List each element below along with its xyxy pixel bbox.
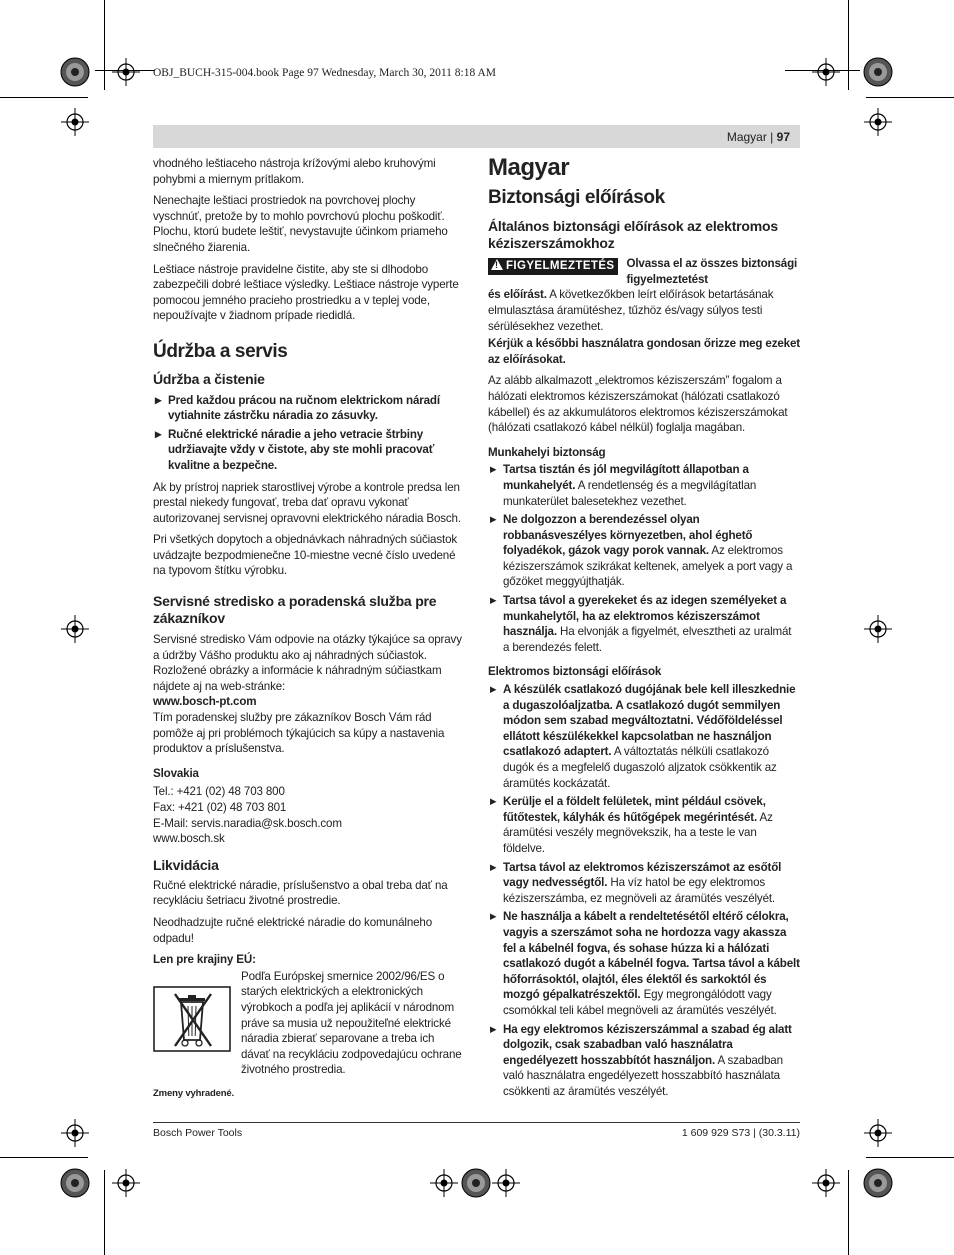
- changes-note: Zmeny vyhradené.: [153, 1087, 235, 1099]
- language-title: Magyar: [488, 154, 570, 181]
- paragraph: Tím poradenskej služby pre zákazníkov Bosch Vám rád pomôže aj pri problémoch týkajúcich sa kúpy a nastavenia produktov a príslušenstva.: [153, 711, 445, 756]
- warning-block: [488, 256, 800, 334]
- page-header-bar: [153, 125, 800, 148]
- subheading-service: Servisné stredisko a poradenská služba pre zákazníkov: [153, 593, 437, 627]
- paragraph: Servisné stredisko Vám odpovie na otázky týkajúce sa opravy a údržby Vášho produktu ako aj náhradných súčiastok. Rozložené obrázky a informácie k náhradným súčiastkam nájdete aj na web-stránke:: [153, 633, 462, 693]
- left-column: [153, 156, 465, 1102]
- website[interactable]: www.bosch.sk: [153, 832, 225, 846]
- eu-block: [153, 969, 465, 1078]
- footer-brand: Bosch Power Tools: [153, 1127, 243, 1139]
- bullet-item: ▶ Ha egy elektromos kéziszerszámmal a szabad ég alatt dolgozik, csak szabadban való használatra engedélyezett hosszabbítót használjon. A szabadban való használatra engedélyezett hosszabbító használata csökkenti az áramütés veszélyét.: [488, 1022, 800, 1100]
- paragraph: Pri všetkých dopytoch a objednávkach náhradných súčiastok uvádzajte bezpodmienečne 10-miestne vecné číslo uvedené na typovom štítku výrobku.: [153, 533, 458, 578]
- warning-triangle-icon: [491, 259, 503, 270]
- subheading-electrical: Elektromos biztonsági előírások: [488, 665, 662, 679]
- bullet-item: ▶ A készülék csatlakozó dugójának bele kell illeszkednie a dugaszolóaljzatba. A csatlakozó dugót semmilyen módon sem szabad megváltoztatni. Védőföldeléssel ellátott készülékekkel kapcsolatban ne használjon csatlakozó adaptert. A változtatás nélküli csatlakozó dugók és a megfelelő dugaszoló aljzatok csökkentik az áramütés kockázatát.: [488, 682, 800, 791]
- footer-code: 1 609 929 S73 | (30.3.11): [681, 1127, 800, 1139]
- eu-directive-text: Podľa Európskej smernice 2002/96/ES o starých elektrických a elektronických výrobkoch a podľa jej aplikácií v národnom práve sa musia už nepoužiteľné elektrické náradia zbierať separovane a treba ich dávať na recykláciu zodpovedajúcu ochrane životného prostredia.: [241, 969, 462, 1077]
- bullet-item: ▶ Tartsa tisztán és jól megvilágított állapotban a munkahelyét. A rendetlenség és a megvilágítatlan munkaterület balesetekhez vezethet.: [488, 462, 800, 509]
- page-label: Magyar | 97: [726, 130, 790, 144]
- right-column: [488, 154, 800, 1102]
- bullet-item: ▶ Ne használja a kábelt a rendeltetésétől eltérő célokra, vagyis a szerszámot soha ne hordozza vagy akassza fel a kábelnél fogva, és sohase húzza ki a hálózati csatlakozó dugót a kábelnél fogva. Tartsa távol a kábelt hőforrásoktól, olajtól, éles élektől és sarkoktól és mozgó gépalkatrészektől. Egy megrongálódott vagy csomókkal teli kábel megnöveli az áramütés veszélyét.: [488, 909, 800, 1018]
- warning-intro: Olvassa el az összes biztonsági figyelmeztetést: [626, 257, 798, 286]
- bullet-item: ▶ Ne dolgozzon a berendezéssel olyan robbanásveszélyes környezetben, ahol éghető folyadékok, gázok vagy porok vannak. Az elektromos kéziszerszámok szikrákat keltenek, amelyek a port vagy a gőzöket meggyújthatják.: [488, 512, 800, 590]
- eu-label: Len pre krajiny EÚ:: [153, 953, 256, 967]
- page-number: 97: [776, 130, 790, 144]
- section-heading-maintenance: Údržba a servis: [153, 340, 288, 362]
- fax-number: Fax: +421 (02) 48 703 801: [153, 801, 287, 814]
- bullet-item: ▶ Pred každou prácou na ručnom elektrickom náradí vytiahnite zástrčku náradia zo zásuvky.: [153, 393, 465, 424]
- warning-text: és előírást. A következőkben leírt előírások betartásának elmulasztása áramütéshez, tűzhöz és/vagy súlyos testi sérülésekhez vezethet.: [488, 288, 774, 333]
- email-address[interactable]: E-Mail: servis.naradia@sk.bosch.com: [153, 816, 342, 830]
- intro-paragraph: Leštiace nástroje pravidelne čistite, aby ste si dlhodobo zabezpečili dobré leštiace výsledky. Leštiace nástroje vyperte pomocou jemného pracieho prostriedku a v teplej vode, nepoužívajte v žiadnom prípade riedidlá.: [153, 262, 459, 323]
- bullet-item: ▶ Tartsa távol a gyerekeket és az idegen személyeket a munkahelytől, ha az elektromos kéziszerszámot használja. Ha elvonják a figyelmét, elvesztheti az uralmát a berendezés felett.: [488, 593, 800, 655]
- subheading-work-area: Munkahelyi biztonság: [488, 445, 606, 459]
- paragraph: Neodhadzujte ručné elektrické náradie do komunálneho odpadu!: [153, 915, 433, 945]
- definition-paragraph: Az alább alkalmazott „elektromos kéziszerszám” fogalom a hálózati elektromos kéziszerszámokat (hálózati csatlakozó kábellel) és az akkumulátoros elektromos kéziszerszámokat (hálózati csatlakozó kábel nélkül) foglalja magában.: [488, 374, 788, 435]
- bullet-item: ▶ Kerülje el a földelt felületek, mint például csövek, fűtőtestek, kályhák és hűtőgépek megérintését. Az áramütési veszély megnövekszik, ha a teste le van földelve.: [488, 794, 800, 856]
- intro-paragraph: vhodného leštiaceho nástroja krížovými alebo kruhovými pohybmi a miernym prítlakom.: [153, 157, 436, 186]
- footer-rule: [153, 1122, 800, 1123]
- warning-badge: [488, 258, 618, 275]
- warning-badge-text: FIGYELMEZTETÉS: [506, 260, 615, 273]
- phone-number: Tel.: +421 (02) 48 703 800: [153, 785, 285, 799]
- country-label: Slovakia: [153, 766, 199, 780]
- subheading-disposal: Likvidácia: [153, 856, 219, 873]
- subheading-general-safety: Általános biztonsági előírások az elektromos kéziszerszámokhoz: [488, 218, 778, 252]
- section-heading-safety: Biztonsági előírások: [488, 186, 665, 208]
- service-url[interactable]: www.bosch-pt.com: [153, 695, 257, 709]
- header-language: Magyar: [726, 130, 767, 144]
- keep-instructions: Kérjük a későbbi használatra gondosan őrizze meg ezeket az előírásokat.: [488, 337, 800, 366]
- intro-paragraph: Nenechajte leštiaci prostriedok na povrchovej plochy vyschnúť, pretože by to mohlo povrchovú plochu poškodiť. Plochu, ktorú budete leštiť, nevystavujte účinkom priameho slnečného žiarenia.: [153, 194, 448, 254]
- weee-bin-icon: [153, 969, 241, 1078]
- bullet-item: ▶ Tartsa távol az elektromos kéziszerszámot az esőtől vagy nedvességtől. Ha víz hatol be egy elektromos kéziszerszámba, ez megnöveli az áramütés veszélyét.: [488, 860, 800, 907]
- bullet-item: ▶ Ručné elektrické náradie a jeho vetracie štrbiny udržiavajte vždy v čistote, aby ste mohli pracovať kvalitne a bezpečne.: [153, 427, 465, 474]
- subheading-cleaning: Údržba a čistenie: [153, 370, 265, 387]
- paragraph: Ručné elektrické náradie, príslušenstvo a obal treba dať na recykláciu šetriacu životné prostredie.: [153, 878, 448, 908]
- paragraph: Ak by prístroj napriek starostlivej výrobe a kontrole predsa len prestal niekedy fungovať, treba dať opravu vykonať autorizovanej servisnej opravovni elektrického náradia Bosch.: [153, 480, 461, 525]
- print-info: OBJ_BUCH-315-004.book Page 97 Wednesday, March 30, 2011 8:18 AM: [153, 67, 496, 79]
